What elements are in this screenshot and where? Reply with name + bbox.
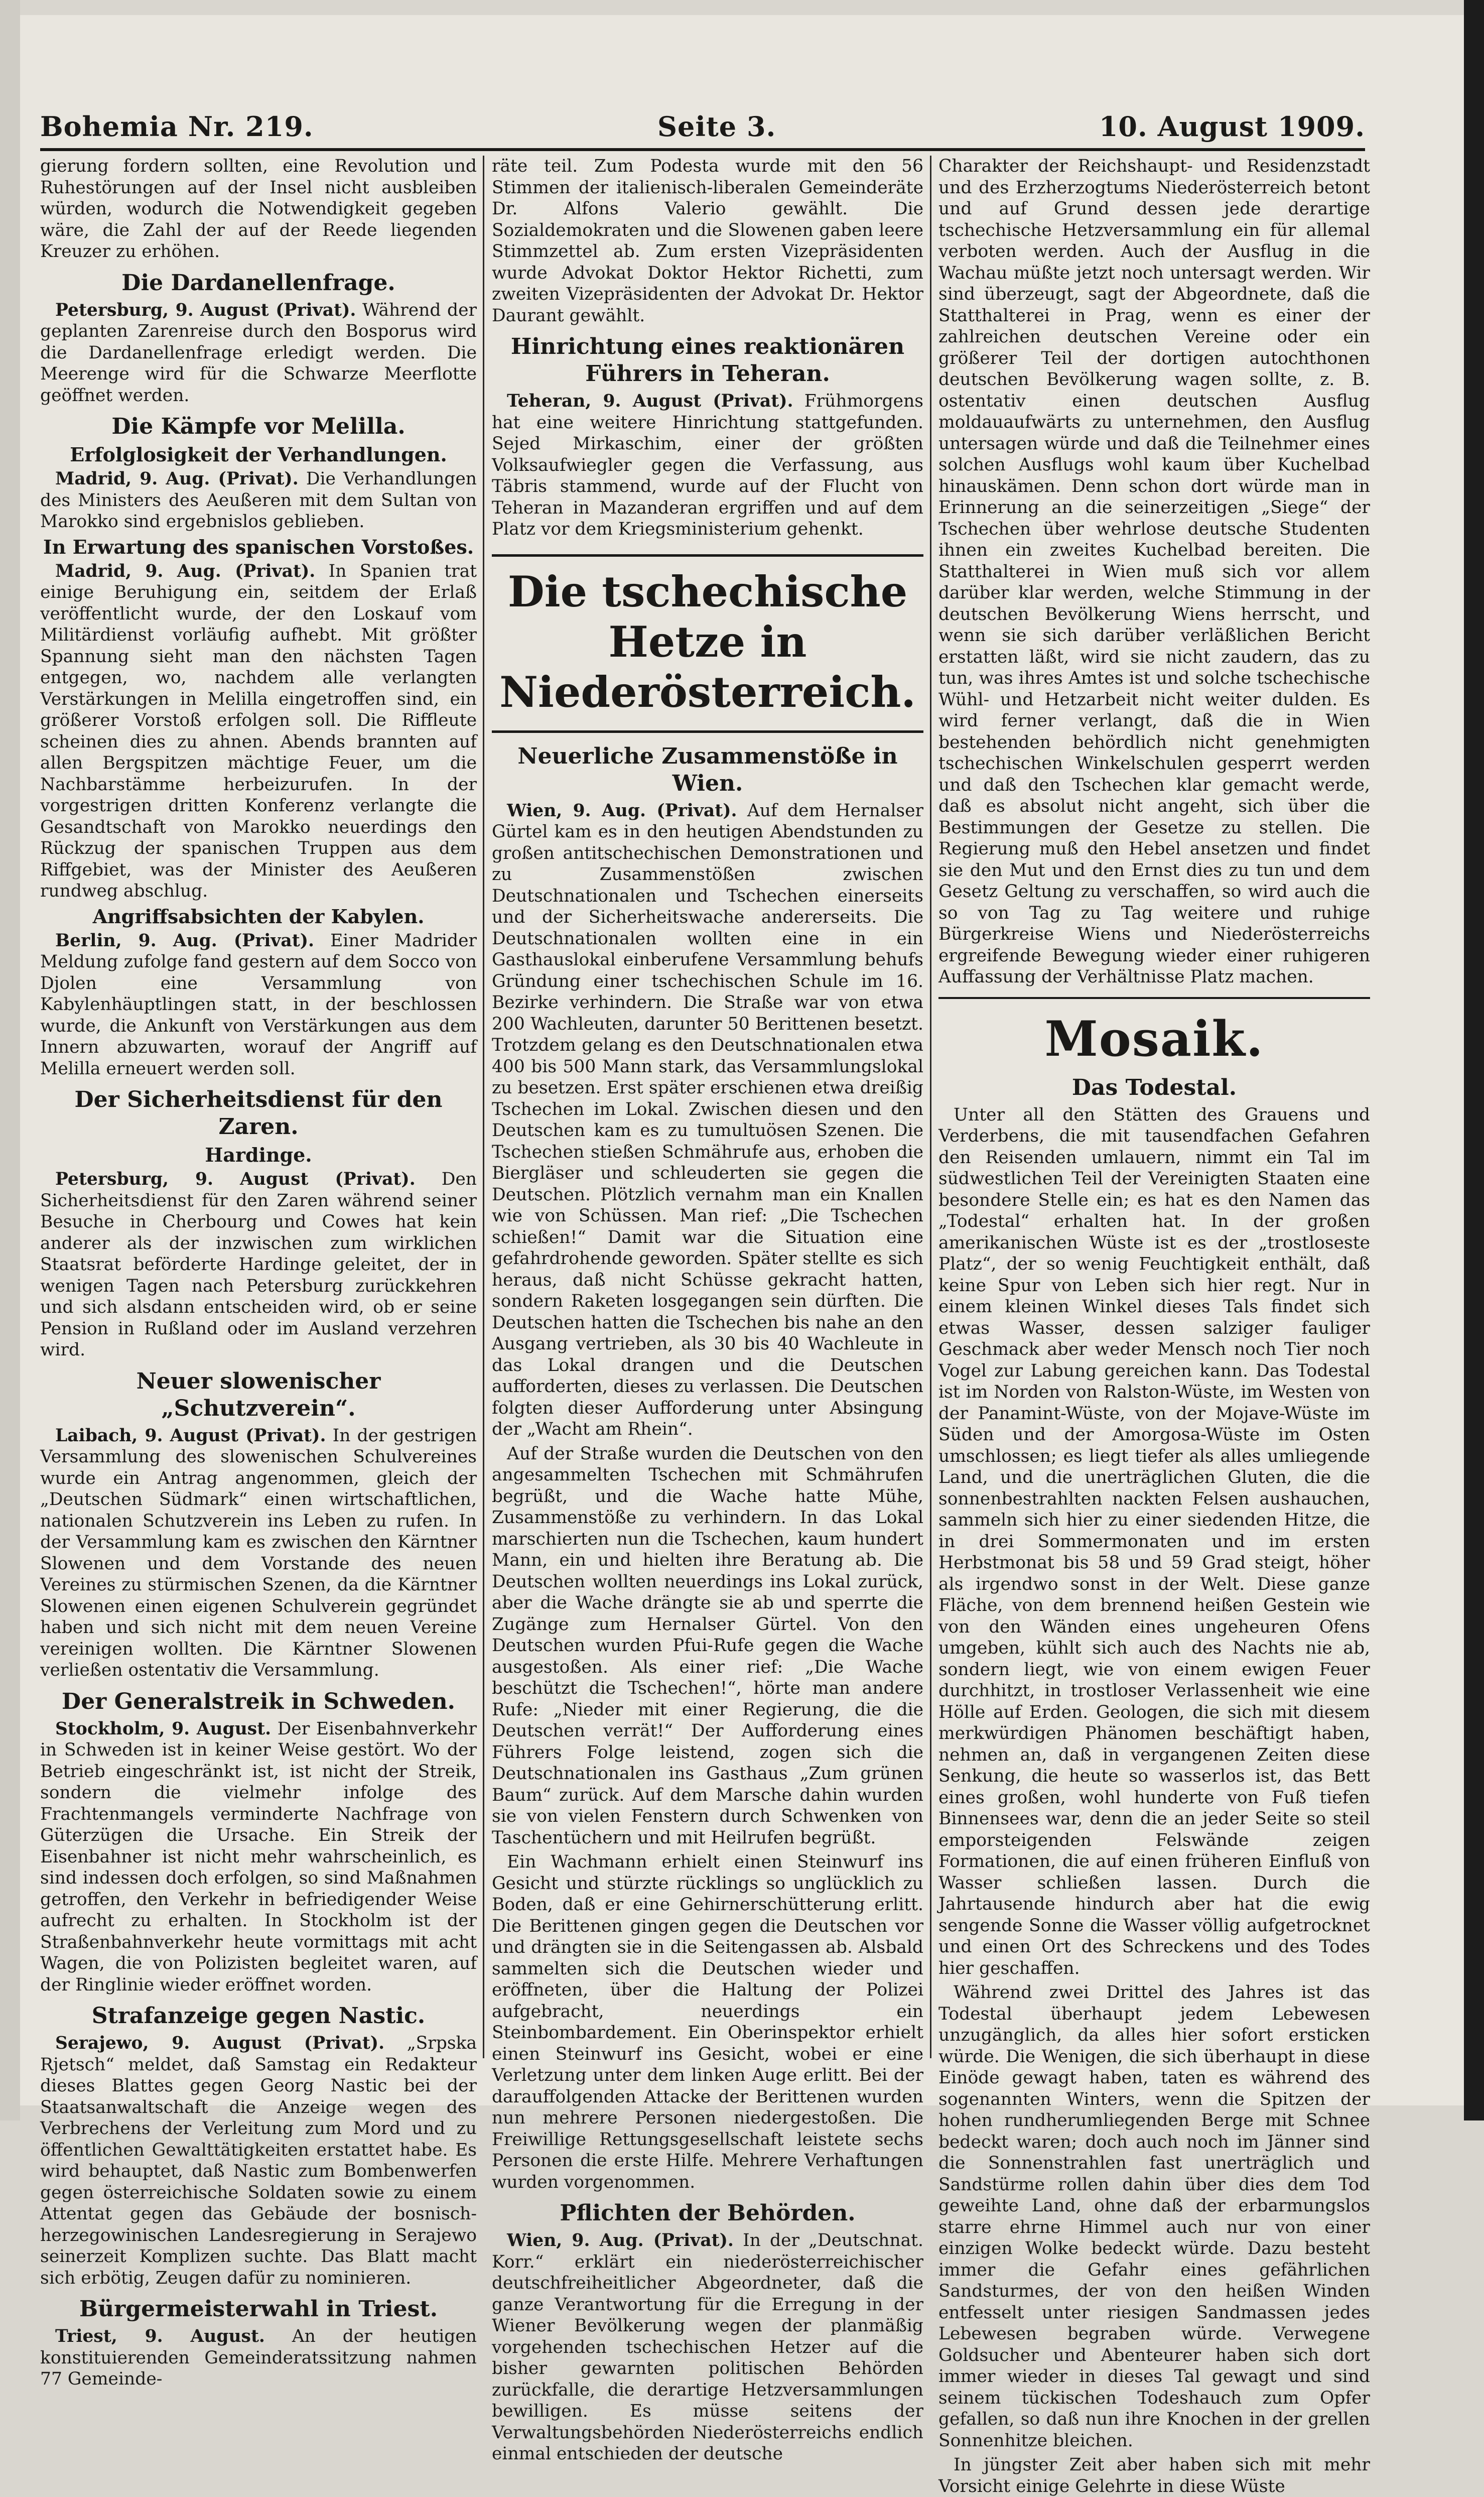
dateline: Wien, 9. Aug. (Privat). <box>507 800 737 821</box>
article-paragraph: Auf der Straße wurden die Deutschen von den angesammelten Tschechen mit Schmährufen begrüßt, und die Wache hatte Mühe, Zusammenstöße zu verhindern. In das Lokal marschierten nun die Tschechen, kaum hundert Mann, ein und hielten ihre Beratung ab. Die Deutschen wollten neuerdings ins Lokal zurück, aber die Wache drängte sie ab und sperrte die Zugänge zum Hernalser Gürtel. Von den Deutschen wurden Pfui-Rufe gegen die Wache ausgestoßen. Als einer rief: „Die Wache beschützt die Tschechen!“, hörte man andere Rufe: „Nieder mit einer Regierung, die die Deutschen verrät!“ Der Aufforderung eines Führers Folge leistend, zogen sich die Deutschnationalen ins Gasthaus „Zum grünen Baum“ zurück. Auf dem Marsche dahin wurden sie von vielen Fenstern durch Schwenken von Taschentüchern und mit Heilrufen begrüßt. <box>492 1443 923 1848</box>
column-2-intro: räte teil. Zum Podesta wurde mit den 56 Stimmen der italienisch-liberalen Gemeinderäte Dr. Alfons Valerio gewählt. Die Sozialdemokraten und die Slowenen gaben leere Stimmzettel ab. Zum ersten Vizepräsidenten wurde Advokat Doktor Hektor Richetti, zum zweiten Vizepräsidenten der Advokat Dr. Hektor Daurant gewählt. <box>492 156 923 326</box>
article-title: Neuerliche Zusammenstöße in Wien. <box>517 743 898 796</box>
article-subtitle: Hardinge. <box>205 1144 312 1166</box>
dateline: Petersburg, 9. August (Privat). <box>55 1169 416 1189</box>
dateline: Triest, 9. August. <box>55 2326 265 2346</box>
article-title: Strafanzeige gegen Nastic. <box>91 2003 426 2029</box>
article-body <box>40 1425 477 1681</box>
dateline: Madrid, 9. Aug. (Privat). <box>55 561 316 581</box>
article-paragraph: Ein Wachmann erhielt einen Steinwurf ins Gesicht und stürzte rücklings so unglücklich zu Boden, daß er eine Gehirnerschütterung erlitt. Die Berittenen gingen gegen die Deutschen vor und drängten sie in die Seitengassen ab. Alsbald sammelten sich die Deutschen wieder und eröffneten, über die Haltung der Polizei aufgebracht, neuerdings ein Steinbombardement. Ein Oberinspektor erhielt einen Steinwurf ins Gesicht, wobei er eine Verletzung unter dem linken Auge erlitt. Bei der darauffolgenden Attacke der Berittenen wurden nun mehrere Personen niedergestoßen. Die Freiwillige Rettungsgesellschaft leistete sechs Personen die erste Hilfe. Mehrere Verhaftungen wurden vorgenommen. <box>492 1852 923 2192</box>
article-title: In Erwartung des spanischen Vorstoßes. <box>43 535 474 558</box>
article-title: Angriffsabsichten der Kabylen. <box>92 905 425 928</box>
article-title: Die Kämpfe vor Melilla. <box>111 414 406 439</box>
column-1-intro: gierung fordern sollten, eine Revolution und Ruhestörungen auf der Insel nicht ausbleiben würden, wodurch die Notwendigkeit gegeben wäre, die Zahl der auf der Reede liegenden Kreuzer zu erhöhen. <box>40 156 477 262</box>
page-header <box>40 100 1365 141</box>
section-title: Mosaik. <box>1044 1010 1264 1067</box>
article-title: Pflichten der Behörden. <box>560 2200 856 2226</box>
article-text: Einer Madrider Meldung zufolge fand gestern auf dem Socco von Djolen eine Versammlung von Kabylenhäuptlingen statt, in der beschlossen wurde, die Ankunft von Verstärkungen aus dem Innern abzuwarten, worauf der Angriff auf Melilla erneuert werden soll. <box>40 930 477 1079</box>
article-body <box>40 1718 477 1996</box>
article-body <box>40 2033 477 2289</box>
dateline: Wien, 9. Aug. (Privat). <box>507 2230 734 2251</box>
article-text: Auf dem Hernalser Gürtel kam es in den heutigen Abendstunden zu großen antitschechischen Demonstrationen und zu Zusammenstößen zwischen Deutschnationalen und Tschechen einerseits und der Sicherheitswache andererseits. Die Deutschnationalen wollten eine in ein Gasthauslokal einberufene Versammlung behufs Gründung einer tschechischen Schule im 16. Bezirke verhindern. Die Straße war von etwa 200 Wachleuten, darunter 50 Berittenen besetzt. Trotzdem gelang es den Deutschnationalen etwa 400 bis 500 Mann stark, das Versammlungslokal zu besetzen. Erst später erschienen etwa dreißig Tschechen im Lokal. Zwischen diesen und den Deutschen kam es zu tumultuösen Szenen. Die Tschechen stießen Schmährufe aus, erhoben die Biergläser und schleuderten sie gegen die Deutschen. Plötzlich vernahm man ein Knallen wie von Schüssen. Man rief: „Die Tschechen schießen!“ Damit war die Situation eine gefahrdrohende geworden. Später stellte es sich heraus, daß nicht Schüsse gekracht hatten, sondern Raketen losgegangen sein dürften. Die Deutschen hatten die Tschechen bis nahe an den Ausgang vertrieben, als 30 bis 40 Wachleute in das Lokal drangen und die Deutschen aufforderten, dieses zu verlassen. Die Deutschen folgten dieser Aufforderung unter Absingung der „Wacht am Rhein“. <box>492 800 924 1439</box>
column-rule-2 <box>930 156 931 2058</box>
article-body <box>40 1169 477 1361</box>
article-body <box>492 391 923 540</box>
column-3-intro: Charakter der Reichshaupt- und Residenzstadt und des Erzherzogtums Niederösterreich betont und auf Grund dessen jede derartige tschechische Hetzversammlung ein für allemal verboten werden. Auch der Ausflug in die Wachau müßte jetzt noch untersagt werden. Wir sind überzeugt, sagt der Abgeordnete, daß die Statthalterei in Prag, wenn es einer der zahlreichen deutschen Vereine oder ein größerer Teil der dortigen autochthonen deutschen Bevölkerung wagen sollte, z. B. ostentativ einen deutschen Ausflug moldauaufwärts zu unternehmen, den Ausflug untersagen würde und daß die Teilnehmer eines solchen Ausflugs wohl kaum über Kuchelbad hinauskämen. Denn schon dort würde man in Erinnerung an die seinerzeitigen „Siege“ der Tschechen über wehrlose deutsche Studenten ihnen ein zweites Kuchelbad bereiten. Die Statthalterei in Wien muß sich vor allem darüber klar werden, welche Stimmung in der deutschen Bevölkerung Wiens herrscht, und wenn sie sich darüber verläßlichen Bericht erstatten läßt, wird sie nicht zaudern, das zu tun, was ihres Amtes ist und solche tschechische Wühl- und Hetzarbeit nicht weiter dulden. Es wird ferner verlangt, daß die in Wien bestehenden behördlich nicht genehmigten tschechischen Winkelschulen gesperrt werden und daß den Tschechen klar gemacht werde, daß es absolut nicht angeht, sich über die Bestimmungen der Gesetze zu stellen. Die Regierung muß den Hebel ansetzen und findet sie den Mut und den Ernst dies zu tun und dem Gesetz Geltung zu verschaffen, so wird auch die so von Tag zu Tag weitere und ruhige Bürgerkreise Wiens und Niederösterreichs ergreifende Bewegung wieder einer ruhigeren Auffassung der Verhältnisse Platz machen. <box>938 156 1370 987</box>
issue-date: 10. August 1909. <box>1099 110 1365 143</box>
article-text: In der gestrigen Versammlung des slowenischen Schulvereines wurde ein Antrag angenommen, gleich der „Deutschen Südmark“ einen wirtschaftlichen, nationalen Schutzverein ins Leben zu rufen. In der Versammlung kam es zwischen den Kärntner Slowenen und dem Vorstande des neuen Vereines zu stürmischen Szenen, da die Kärntner Slowenen einen eigenen Schulverein gegründet haben und sich nicht mit dem neuen Vereine vereinigen wollten. Die Kärntner Slowenen verließen ostentativ die Versammlung. <box>40 1425 477 1680</box>
article-paragraph: Unter all den Stätten des Grauens und Verderbens, die mit tausendfachen Gefahren den Reisenden umlauern, nimmt ein Tal im südwestlichen Teil der Vereinigten Staaten eine besondere Stelle ein; es hat es den Namen das „Todestal“ erhalten hat. In der großen amerikanischen Wüste ist es der „trostloseste Platz“, der so wenig Feuchtigkeit enthält, daß keine Spur von Leben sich hier regt. Nur in einem kleinen Winkel dieses Tals findet sich etwas Wasser, dessen salziger fauliger Geschmack aber weder Mensch noch Tier noch Vogel zur Labung gereichen kann. Das Todestal ist im Norden von Ralston-Wüste, im Westen von der Panamint-Wüste, von der Mojave-Wüste im Süden und der Amorgosa-Wüste im Osten umschlossen; es liegt tiefer als alles umliegende Land, und die unerträglichen Gluten, die die sonnenbestrahlten nackten Felsen aushauchen, sammeln sich hier zu einer siedenden Hitze, die in drei Sommermonaten und im ersten Herbstmonat bis 58 und 59 Grad steigt, höher als irgendwo sonst in der Welt. Diese ganze Fläche, von dem brennend heißen Gestein wie von den Wänden eines ungeheuren Ofens umgeben, kühlt sich auch des Nachts nie ab, sondern liegt, wie von einem ewigen Feuer durchhitzt, in trostloser Verlassenheit wie eine Hölle auf Erden. Geologen, die sich mit diesem merkwürdigen Phänomen beschäftigt haben, nehmen an, daß in vergangenen Zeiten diese Senkung, die heute so wasserlos ist, das Bett eines großen, wohl hunderte von Fuß tiefen Binnensees war, denn die an jeder Seite so steil emporsteigenden Felswände zeigen Formationen, die auf einen früheren Einfluß von Wasser schließen lassen. Durch die Jahrtausende hindurch aber hat die ewig sengende Sonne die Wasser völlig aufgetrocknet und einen Ort des Schreckens und des Todes hier geschaffen. <box>938 1104 1370 1978</box>
article-title: Der Sicherheitsdienst für den Zaren. <box>74 1087 443 1140</box>
dateline: Teheran, 9. August (Privat). <box>507 391 793 411</box>
article-text: Der Eisenbahnverkehr in Schweden ist in keiner Weise gestört. Wo der Betrieb eingeschränkt ist, ist nicht der Streik, sondern die vielmehr infolge des Frachtenmangels verminderte Nachfrage von Güterzügen die Ursache. Ein Streik der Eisenbahner ist nicht mehr wahrscheinlich, es sind indessen doch erfolgen, so sind Maßnahmen getroffen, den Verkehr in befriedigender Weise aufrecht zu erhalten. In Stockholm ist der Straßenbahnverkehr heute vormittags mit acht Wagen, die von Polizisten begleitet waren, auf der Ringlinie wieder eröffnet worden. <box>40 1718 477 1995</box>
article-body <box>40 930 477 1080</box>
article-title: Hinrichtung eines reaktionären Führers in Teheran. <box>510 334 905 387</box>
column-rule-1 <box>483 156 484 2058</box>
article-paragraph: Während zwei Drittel des Jahres ist das Todestal überhaupt jedem Lebewesen unzugänglich, da alles hier sofort ersticken würde. Die Wenigen, die sich überhaupt in diese Einöde gewagt haben, taten es während des sogenannten Winters, wenn die Spitzen der hohen rundherumliegenden Berge mit Schnee bedeckt waren; doch auch noch im Jänner sind die Sonnenstrahlen fast unerträglich und Sandstürme rollen dahin über dies dem Tod geweihte Land, ohne daß der erbarmungslos starre ehrne Himmel auch nur von einer einzigen Wolke bedeckt würde. Dazu besteht immer die Gefahr eines gefährlichen Sandsturmes, der von den heißen Winden entfesselt unter riesigen Sandmassen jedes Lebewesen begraben würde. Verwegene Goldsucher und Abenteurer haben sich dort immer wieder in dieses Tal gewagt und sind seinem tückischen Todeshauch zum Opfer gefallen, so daß nun ihre Knochen in der grellen Sonnenhitze bleichen. <box>938 1982 1370 2451</box>
article-text: In Spanien trat einige Beruhigung ein, seitdem der Erlaß veröffentlicht wurde, der den Loskauf vom Militärdienst vorläufig aufhebt. Mit größter Spannung sieht man den nächsten Tagen entgegen, wo, nachdem alle verlangten Verstärkungen in Melilla eingetroffen sind, ein größerer Vorstoß erfolgen soll. Die Riffleute scheinen dies zu ahnen. Abends brannten auf allen Bergspitzen mächtige Feuer, um die Nachbarstämme herbeizurufen. In der vorgestrigen dritten Konferenz verlangte die Gesandtschaft von Marokko neuerdings den Rückzug der spanischen Truppen aus dem Riffgebiet, was der Minister des Aeußeren rundweg abschlug. <box>40 561 477 901</box>
column-2 <box>492 156 924 2464</box>
dateline: Stockholm, 9. August. <box>55 1718 272 1739</box>
article-title: Das Todestal. <box>1071 1074 1237 1100</box>
article-text: „Srpska Rjetsch“ meldet, daß Samstag ein Redakteur dieses Blattes gegen Georg Nastic bei der Staatsanwaltschaft die Anzeige wegen des Verbrechens der Verleitung zum Mord und zu öffentlichen Gewalttätigkeiten erstattet habe. Es wird behauptet, daß Nastic zum Bombenwerfen gegen österreichische Soldaten sowie zu einem Attentat gegen das Gebäude der bosnisch-herzegowinischen Landesregierung in Serajewo seinerzeit Komplizen suchte. Das Blatt macht sich erbötig, Zeugen dafür zu nominieren. <box>40 2033 477 2288</box>
dateline: Berlin, 9. Aug. (Privat). <box>55 930 315 951</box>
scan-left-margin <box>0 0 20 2120</box>
column-1 <box>40 156 477 2389</box>
article-title: Die Dardanellenfrage. <box>121 270 395 296</box>
article-subtitle: Erfolglosigkeit der Verhandlungen. <box>70 443 447 466</box>
dateline: Laibach, 9. August (Privat). <box>55 1425 326 1446</box>
article-title: Der Generalstreik in Schweden. <box>62 1688 455 1714</box>
article-text: Während der geplanten Zarenreise durch den Bosporus wird die Dardanellenfrage erledigt werden. Die Meerenge wird für die Schwarze Meerflotte geöffnet werden. <box>40 300 477 406</box>
scan-right-edge <box>1464 0 1484 2120</box>
article-text: Frühmorgens hat eine weitere Hinrichtung stattgefunden. Sejed Mirkaschim, einer der größten Volksaufwiegler gegen die Verfassung, aus Täbris stammend, wurde auf der Flucht von Teheran in Mazanderan ergriffen und auf dem Platz vor dem Kriegsministerium gehenkt. <box>492 391 923 539</box>
dateline: Petersburg, 9. August (Privat). <box>55 300 356 320</box>
article-body <box>492 2230 923 2465</box>
article-body <box>40 561 477 902</box>
article-body <box>40 300 477 407</box>
article-text: Die Verhandlungen des Ministers des Aeußeren mit dem Sultan von Marokko sind ergebnislos geblieben. <box>40 469 477 532</box>
article-body <box>40 2326 477 2390</box>
page-number: Seite 3. <box>657 110 776 143</box>
masthead-issue: Bohemia Nr. 219. <box>40 110 314 143</box>
article-title: Bürgermeisterwahl in Triest. <box>79 2296 438 2322</box>
article-title: Neuer slowenischer „Schutzverein“. <box>136 1368 381 1421</box>
header-rule <box>40 148 1365 151</box>
article-paragraph: In jüngster Zeit aber haben sich mit mehr Vorsicht einige Gelehrte in diese Wüste <box>938 2455 1370 2496</box>
article-text: An der heutigen konstituierenden Gemeinderatssitzung nahmen 77 Gemeinde- <box>40 2326 477 2389</box>
main-headline: Die tschechische Hetze in Niederösterreich. <box>492 554 923 733</box>
article-text: In der „Deutschnat. Korr.“ erklärt ein niederösterreichischer deutschfreiheitlicher Abgeordneter, daß die ganze Verantwortung für die Erregung in der Wiener Bevölkerung wegen der planmäßig vorgehenden tschechischen Hetzer auf die bisher gewarnten politischen Behörden zurückfalle, die derartige Hetzversammlungen bewilligen. Es müsse seitens der Verwaltungsbehörden Niederösterreichs endlich einmal entschieden der deutsche <box>492 2230 924 2464</box>
article-body <box>40 468 477 533</box>
article-body <box>492 800 923 1440</box>
column-3 <box>938 156 1370 2496</box>
dateline: Madrid, 9. Aug. (Privat). <box>55 469 299 489</box>
section-rule <box>938 997 1370 999</box>
dateline: Serajewo, 9. August (Privat). <box>55 2033 385 2053</box>
article-text: Den Sicherheitsdienst für den Zaren während seiner Besuche in Cherbourg und Cowes hat kein anderer als der inzwischen zum wirklichen Staatsrat beförderte Hardinge geleitet, der in wenigen Tagen nach Petersburg zurückkehren und sich alsdann entscheiden wird, ob er seine Pension in Rußland oder im Ausland verzehren wird. <box>40 1169 477 1360</box>
